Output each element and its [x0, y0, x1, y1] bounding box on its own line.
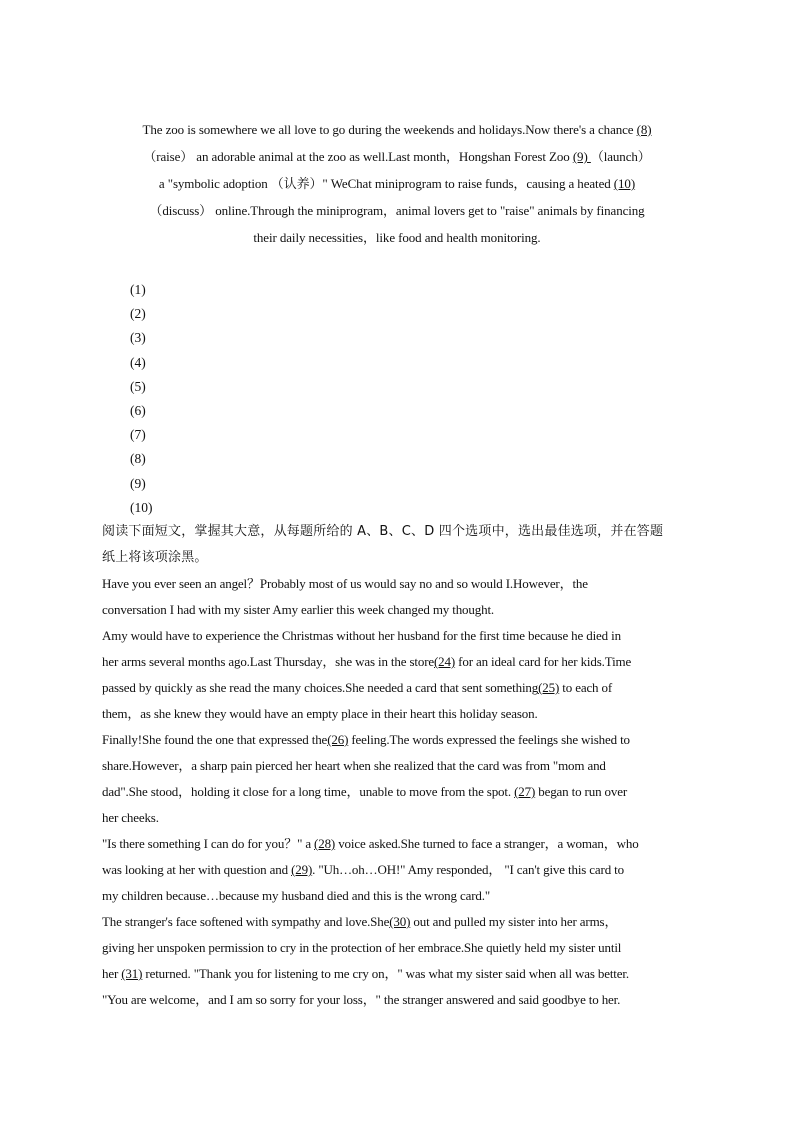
text-span: passed by quickly as she read the many choices.She needed a card that sent something	[102, 680, 539, 695]
angel-passage	[102, 571, 694, 1013]
blank-number: (30)	[389, 914, 411, 929]
passage-line	[102, 649, 694, 675]
text-span: for an ideal card for her kids.Time	[455, 654, 632, 669]
passage-line	[102, 701, 694, 727]
passage-line	[102, 753, 694, 779]
text-span: Amy would have to experience the Christmas without her husband for the first time because he died in	[102, 628, 621, 643]
text-span: . "Uh…oh…OH!" Amy responded， "I can't give this card to	[312, 862, 624, 877]
passage-line	[110, 116, 684, 143]
passage-line	[102, 597, 694, 623]
passage-line	[102, 987, 694, 1013]
blank-number: (28)	[314, 836, 336, 851]
passage-line	[102, 623, 694, 649]
blank-number: (24)	[434, 654, 456, 669]
text-span: "Is there something I can do for you？" a	[102, 836, 315, 851]
passage-line	[102, 909, 694, 935]
list-item: (8)	[130, 451, 146, 467]
text-span: my children because…because my husband died and this is the wrong card."	[102, 888, 491, 903]
blank-number: (9)	[572, 149, 591, 164]
text-span: was looking at her with question and	[102, 862, 292, 877]
list-item: (4)	[130, 354, 146, 370]
text-span: voice asked.She turned to face a stranger，a woman，who	[335, 836, 639, 851]
list-item: (3)	[130, 330, 146, 346]
passage-line	[110, 197, 684, 224]
instruction-line-1: 阅读下面短文，掌握其大意，从每题所给的 A、B、C、D 四个选项中，选出最佳选项，并在答题	[102, 524, 664, 539]
blank-number: (10)	[613, 176, 636, 191]
passage-line	[102, 571, 694, 597]
passage-line	[102, 727, 694, 753]
list-item: (9)	[130, 475, 146, 491]
text-span: returned. "Thank you for listening to me cry on，" was what my sister said when all was better.	[142, 966, 629, 981]
passage-line	[102, 883, 694, 909]
list-item: (7)	[130, 427, 146, 443]
passage-line	[110, 224, 684, 251]
text-span: conversation I had with my sister Amy earlier this week changed my thought.	[102, 602, 495, 617]
text-span: （launch）	[590, 149, 651, 164]
text-span: her arms several months ago.Last Thursday，she was in the store	[102, 654, 434, 669]
blank-number: (25)	[538, 680, 560, 695]
text-span: dad".She stood，holding it close for a long time，unable to move from the spot.	[102, 784, 515, 799]
text-span: "You are welcome，and I am so sorry for your loss，" the stranger answered and said goodbye to her.	[102, 992, 621, 1007]
text-span: them，as she knew they would have an empty place in their heart this holiday season.	[102, 706, 538, 721]
passage-line	[102, 857, 694, 883]
blank-number: (29)	[291, 862, 313, 877]
text-span: their daily necessities，like food and health monitoring.	[253, 230, 541, 245]
text-span: Finally!She found the one that expressed the	[102, 732, 328, 747]
passage-line	[102, 831, 694, 857]
passage-line	[102, 779, 694, 805]
list-item: (1)	[130, 282, 146, 297]
list-item: (5)	[130, 378, 146, 394]
text-span: feeling.The words expressed the feelings she wished to	[348, 732, 630, 747]
blank-number: (27)	[514, 784, 536, 799]
text-span: The stranger's face softened with sympathy and love.She	[102, 914, 390, 929]
passage-line	[102, 935, 694, 961]
list-item: (10)	[130, 499, 153, 515]
text-span: Have you ever seen an angel？Probably most of us would say no and so would I.However，the	[102, 576, 588, 591]
passage-line	[110, 170, 684, 197]
zoo-passage	[110, 116, 684, 251]
answer-number-list	[130, 278, 153, 520]
passage-line	[110, 143, 684, 170]
list-item: (6)	[130, 402, 146, 418]
text-span: out and pulled my sister into her arms，	[410, 914, 618, 929]
instruction-line-2: 纸上将该项涂黑。	[102, 550, 208, 565]
list-item: (2)	[130, 306, 146, 322]
passage-line	[102, 675, 694, 701]
blank-number: (8)	[636, 122, 652, 137]
text-span: share.However，a sharp pain pierced her heart when she realized that the card was from "mom and	[102, 758, 606, 773]
reading-section	[102, 519, 694, 1013]
blank-number: (26)	[327, 732, 349, 747]
text-span: （discuss） online.Through the miniprogram，animal lovers get to "raise" animals by financing	[149, 203, 645, 218]
blank-number: (31)	[121, 966, 143, 981]
text-span: her	[102, 966, 122, 981]
text-span: her cheeks.	[102, 810, 159, 825]
text-span: （raise） an adorable animal at the zoo as well.Last month，Hongshan Forest Zoo	[143, 149, 573, 164]
text-span: began to run over	[535, 784, 628, 799]
text-span: to each of	[559, 680, 613, 695]
passage-line	[102, 805, 694, 831]
passage-line	[102, 961, 694, 987]
text-span: The zoo is somewhere we all love to go during the weekends and holidays.Now there's a chance	[142, 122, 637, 137]
text-span: giving her unspoken permission to cry in the protection of her embrace.She quietly held my sister until	[102, 940, 622, 955]
text-span: a "symbolic adoption （认养）" WeChat miniprogram to raise funds，causing a heated	[158, 176, 614, 191]
